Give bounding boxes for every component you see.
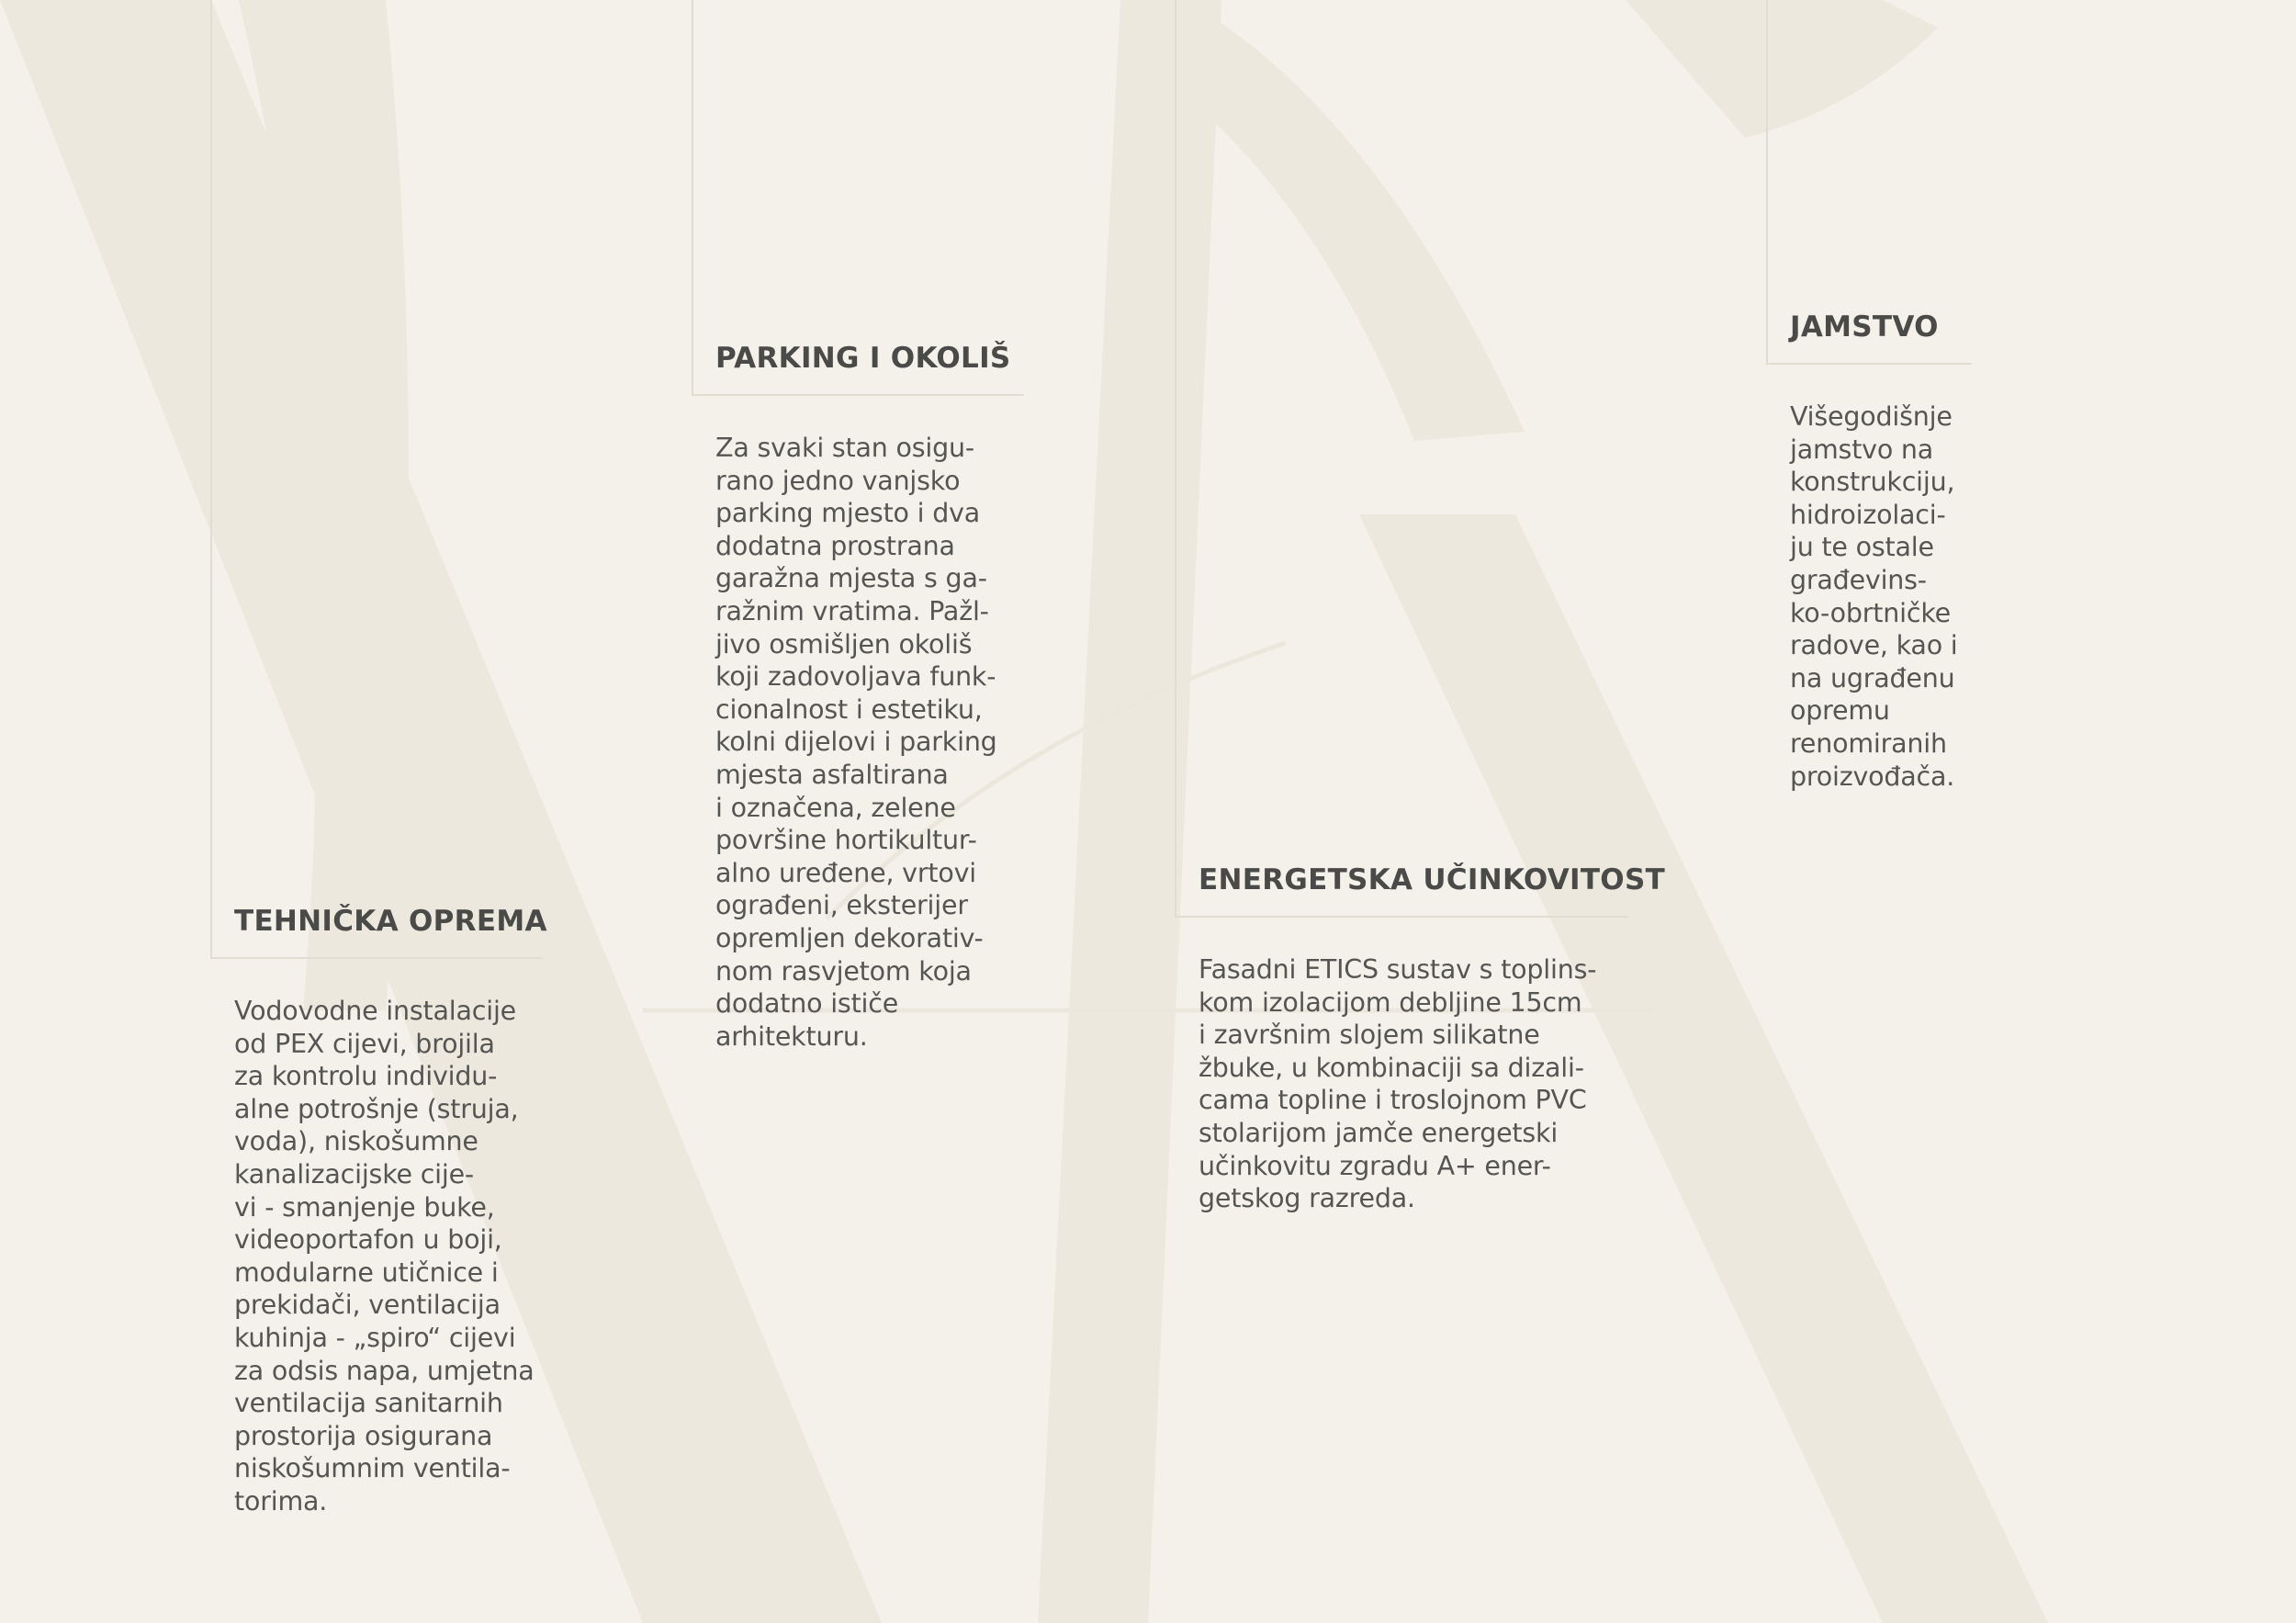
body-line: ražnim vratima. Pažl-	[715, 595, 989, 626]
section-body	[234, 995, 534, 1518]
body-line: nom rasvjetom koja	[715, 955, 972, 986]
body-line: garažna mjesta s ga-	[715, 563, 987, 594]
body-line: ventilacija sanitarnih	[234, 1388, 503, 1419]
body-line: učinkovitu zgradu A+ ener-	[1199, 1150, 1551, 1181]
body-line: i označena, zelene	[715, 792, 956, 823]
body-line: mjesta asfaltirana	[715, 759, 949, 790]
body-line: cama topline i troslojnom PVC	[1199, 1085, 1587, 1116]
section-title: ENERGETSKA UČINKOVITOST	[1199, 863, 1666, 896]
body-line: i završnim slojem silikatne	[1199, 1020, 1540, 1051]
body-line: ko-obrtničke	[1790, 597, 1951, 628]
body-line: kuhinja - „spiro“ cijevi	[234, 1322, 516, 1353]
body-line: getskog razreda.	[1199, 1183, 1415, 1214]
body-line: dodatno ističe	[715, 988, 899, 1020]
section-body	[1790, 400, 1958, 793]
body-line: kolni dijelovi i parking	[715, 727, 997, 758]
body-line: parking mjesto i dva	[715, 498, 981, 529]
body-line: za kontrolu individu-	[234, 1061, 498, 1092]
body-line: na ugrađenu	[1790, 662, 1955, 693]
body-line: alno uređene, vrtovi	[715, 857, 976, 888]
body-line: arhitekturu.	[715, 1020, 868, 1052]
body-line: jivo osmišljen okoliš	[715, 628, 973, 659]
section-title: TEHNIČKA OPREMA	[234, 905, 547, 938]
body-line: za odsis napa, umjetna	[234, 1355, 535, 1386]
body-line: torima.	[234, 1485, 328, 1516]
section-body	[1199, 953, 1596, 1215]
body-line: Za svaki stan osigu-	[715, 433, 974, 463]
body-line: kom izolacijom debljine 15cm	[1199, 986, 1582, 1018]
body-line: niskošumnim ventila-	[234, 1453, 511, 1484]
body-line: alne potrošnje (struja,	[234, 1093, 519, 1124]
body-line: stolarijom jamče energetski	[1199, 1117, 1559, 1148]
body-line: radove, kao i	[1790, 630, 1958, 661]
section-title: JAMSTVO	[1790, 310, 1939, 344]
body-line: vi - smanjenje buke,	[234, 1191, 495, 1223]
body-line: renomiranih	[1790, 727, 1947, 759]
body-line: žbuke, u kombinaciji sa dizali-	[1199, 1052, 1584, 1083]
body-line: površine hortikultur-	[715, 825, 977, 856]
body-line: kanalizacijske cije-	[234, 1158, 475, 1189]
section-title: PARKING I OKOLIŠ	[715, 342, 1011, 375]
body-line: voda), niskošumne	[234, 1126, 478, 1157]
body-line: Višegodišnje	[1790, 401, 1953, 432]
body-line: videoportafon u boji,	[234, 1224, 502, 1256]
body-line: ju te ostale	[1790, 532, 1934, 563]
body-line: jamstvo na	[1790, 434, 1934, 465]
body-line: proizvođača.	[1790, 761, 1955, 792]
body-line: ograđeni, eksterijer	[715, 890, 968, 921]
body-line: prostorija osigurana	[234, 1420, 493, 1451]
body-line: cionalnost i estetiku,	[715, 693, 983, 725]
body-line: opremu	[1790, 695, 1890, 727]
body-line: konstrukciju,	[1790, 467, 1955, 498]
section-body	[715, 432, 997, 1053]
body-line: dodatna prostrana	[715, 530, 955, 561]
body-line: modularne utičnice i	[234, 1257, 499, 1288]
body-line: prekidači, ventilacija	[234, 1290, 501, 1321]
body-line: hidroizolaci-	[1790, 499, 1946, 530]
body-line: od PEX cijevi, brojila	[234, 1028, 495, 1059]
body-line: Fasadni ETICS sustav s toplins-	[1199, 954, 1597, 985]
body-line: građevins-	[1790, 564, 1927, 595]
body-line: koji zadovoljava funk-	[715, 661, 996, 693]
body-line: Vodovodne instalacije	[234, 996, 516, 1026]
body-line: rano jedno vanjsko	[715, 465, 961, 496]
body-line: opremljen dekorativ-	[715, 922, 984, 953]
